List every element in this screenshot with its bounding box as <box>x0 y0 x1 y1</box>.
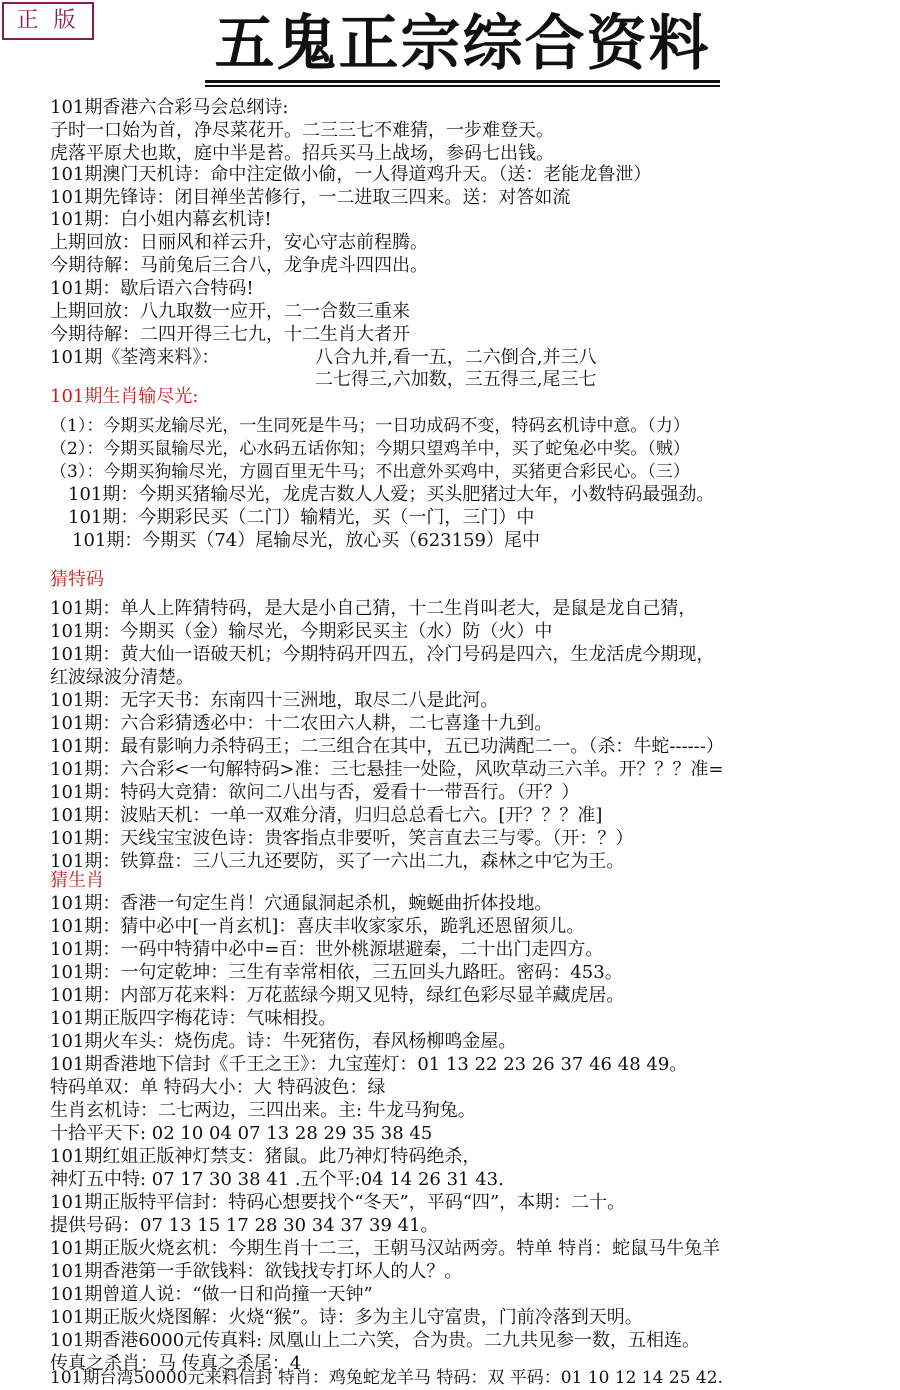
text-line: 101期正版特平信封：特码心想要找个“冬天”，平码“四”，本期：二十。 <box>50 1192 626 1213</box>
text-line: 二七得三,六加数，三五得三,尾三七 <box>315 369 597 390</box>
text-line: 101期：特码大竞猜：欲问二八出与否，爱看十一带吾行。（开？） <box>50 782 580 803</box>
text-line: 101期香港六合彩马会总纲诗: <box>50 97 289 118</box>
text-line: 101期红姐正版神灯禁支：猪鼠。此乃神灯特码绝杀， <box>50 1146 481 1167</box>
text-line: 101期：黄大仙一语破天机；今期特码开四五，冷门号码是四六，生龙活虎今期现， <box>50 644 715 665</box>
text-line: 提供号码：07 13 15 17 28 30 34 37 39 41。 <box>50 1215 439 1236</box>
text-line: 特码单双：单 特码大小：大 特码波色：绿 <box>50 1077 386 1098</box>
text-line: 101期：一句定乾坤：三生有幸常相依，三五回头九路旺。密码：453。 <box>50 962 623 983</box>
text-line: 101期香港地下信封《千王之王》：九宝莲灯：01 13 22 23 26 37 46 48 49。 <box>50 1054 688 1075</box>
text-line: 101期：香港一句定生肖！穴通鼠洞起杀机，蜿蜒曲折体投地。 <box>50 893 553 914</box>
text-line: 101期曾道人说：“做一日和尚撞一天钟” <box>50 1284 373 1305</box>
text-line: 101期正版火烧玄机：今期生肖十二三，王朝马汉站两旁。特单 特肖：蛇鼠马牛兔羊 <box>50 1238 721 1259</box>
text-line: 101期正版火烧图解：火烧“猴”。诗：多为主儿守富贵，门前冷落到天明。 <box>50 1307 643 1328</box>
text-line: 上期回放：八九取数一应开，二一合数三重来 <box>50 301 410 322</box>
text-line: 八合九并,看一五，二六倒合,并三八 <box>315 347 597 368</box>
text-line: （3）：今期买狗输尽光，方圆百里无牛马；不出意外买鸡中，买猪更合彩民心。（三） <box>50 462 690 482</box>
text-line: 101期：铁算盘：三八三九还要防，买了一六出二九，森林之中它为王。 <box>50 851 625 872</box>
text-line: 101期：今期买猪输尽光，龙虎吉数人人爱；买头肥猪过大年，小数特码最强劲。 <box>68 484 715 505</box>
text-line: 101期：单人上阵猜特码，是大是小自己猜，十二生肖叫老大，是鼠是龙自己猜， <box>50 598 697 619</box>
text-line: 101期：最有影响力杀特码王；二三组合在其中，五已功满配二一。（杀：牛蛇------） <box>50 736 724 757</box>
text-line: 神灯五中特: 07 17 30 38 41 .五个平:04 14 26 31 43. <box>50 1169 504 1190</box>
text-line: 生肖玄机诗：二七两边，三四出来。主: 牛龙马狗兔。 <box>50 1100 476 1121</box>
text-line: 十拾平天下: 02 10 04 07 13 28 29 35 38 45 <box>50 1123 433 1144</box>
text-line: 101期：天线宝宝波色诗：贵客指点非要听，笑言直去三与零。（开：？） <box>50 828 634 849</box>
text-line: 101期先锋诗：闭目禅坐苦修行，一二进取三四来。送：对答如流 <box>50 187 571 208</box>
text-line: 101期香港6000元传真料: 凤凰山上二六笑，合为贵。二九共见参一数，五相连。 <box>50 1330 700 1351</box>
text-line: 101期澳门天机诗：命中注定做小偷，一人得道鸡升天。（送：老能龙鲁泄） <box>50 164 652 185</box>
text-line: 101期火车头：烧伤虎。诗：牛死猪伤，春风杨柳鸣金屋。 <box>50 1031 517 1052</box>
text-line: 101期：歇后语六合特码! <box>50 278 254 299</box>
text-line: 101期：六合彩<一句解特码>准：三七悬挂一处险，风吹草动三六羊。开？？？准= <box>50 759 724 780</box>
text-line: 上期回放：日丽风和祥云升，安心守志前程腾。 <box>50 232 428 253</box>
text-line: 101期：今期买（金）输尽光，今期彩民买主（水）防（火）中 <box>50 621 553 642</box>
text-line: （1）：今期买龙输尽光，一生同死是牛马；一日功成码不变，特码玄机诗中意。（力） <box>50 416 690 436</box>
text-line: 101期：今期买（74）尾输尽光，放心买（623159）尾中 <box>72 530 540 551</box>
text-line: 101期：内部万花来料：万花蓝绿今期又见特，绿红色彩尽显羊藏虎居。 <box>50 985 625 1006</box>
text-line: 子时一口始为首，净尽菜花开。二三三七不难猜，一步难登天。 <box>50 120 554 141</box>
text-line: 101期：猜中必中[一肖玄机]：喜庆丰收家家乐，跪乳还恩留须儿。 <box>50 916 585 937</box>
text-line: 今期待解：马前兔后三合八，龙争虎斗四四出。 <box>50 255 428 276</box>
text-line: （2）：今期买鼠输尽光，心水码五话你知；今期只望鸡羊中，买了蛇兔必中奖。（贼） <box>50 439 690 459</box>
text-line: 101期：波贴天机：一单一双难分清，归归总总看七六。[开？？？准] <box>50 805 603 826</box>
page-title: 五鬼正宗综合资料 <box>214 9 711 79</box>
text-line: 101期台湾50000元来料信封 特肖：鸡兔蛇龙羊马 特码：双 平码：01 10 12 14 25 42. <box>50 1368 723 1388</box>
text-line: 101期：一码中特猜中必中=百：世外桃源堪避秦，二十出门走四方。 <box>50 939 604 960</box>
section-heading: 猜特码 <box>50 569 104 590</box>
text-line: 101期：无字天书：东南四十三洲地，取尽二八是此河。 <box>50 690 499 711</box>
text-line: 101期：白小姐内幕玄机诗! <box>50 209 272 230</box>
text-line: 101期正版四字梅花诗：气味相投。 <box>50 1008 337 1029</box>
text-line: 传真之杀肖：马 传真之杀尾：4 <box>50 1353 302 1374</box>
text-line: 101期：今期彩民买（二门）输精光，买（一门，三门）中 <box>68 507 535 528</box>
text-line: 红波绿波分清楚。 <box>50 667 194 688</box>
text-line: 101期：六合彩猜透必中：十二农田六人耕，二七喜逢十九到。 <box>50 713 553 734</box>
edition-badge: 正 版 <box>2 2 94 40</box>
text-line: 101期香港第一手欲钱料：欲钱找专打坏人的人？。 <box>50 1261 463 1282</box>
text-line: 101期《荃湾来料》： <box>50 347 220 368</box>
section-heading: 101期生肖输尽光: <box>50 386 199 407</box>
section-heading: 猜生肖 <box>50 870 104 891</box>
text-line: 虎落平原犬也欺，庭中半是苔。招兵买马上战场，参码七出钱。 <box>50 143 554 164</box>
text-line: 今期待解：二四开得三七九，十二生肖大者开 <box>50 324 410 345</box>
